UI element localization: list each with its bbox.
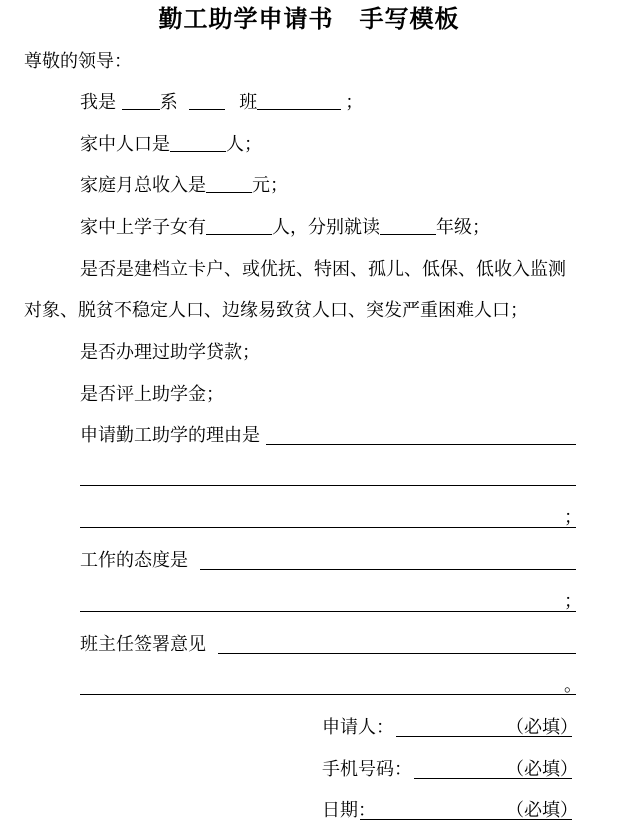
title-main: 勤工助学申请书 <box>158 4 334 33</box>
income-blank[interactable] <box>206 174 252 193</box>
reason-end-mark: ； <box>564 507 582 528</box>
line-income <box>80 174 288 198</box>
line-status-question: 是否是建档立卡户、或优抚、特困、孤儿、低保、低收入监测 <box>80 259 566 280</box>
teacher-opinion-line-1[interactable] <box>218 653 576 654</box>
line-grant-question: 是否评上助学金； <box>80 384 224 405</box>
class-number-blank[interactable] <box>189 91 225 110</box>
title-sub: 手写模板 <box>359 4 460 33</box>
attitude-line-1[interactable] <box>200 569 576 570</box>
line-children <box>80 216 490 240</box>
income-suffix: 元； <box>252 175 288 196</box>
applicant-required-hint: （必填） <box>506 717 578 738</box>
reason-label: 申请勤工助学的理由是 <box>80 425 260 446</box>
household-suffix: 人； <box>226 134 262 155</box>
salutation: 尊敬的领导： <box>24 51 132 72</box>
household-blank[interactable] <box>170 133 226 152</box>
dept-label: 系 <box>159 92 178 113</box>
children-count-blank[interactable] <box>206 216 272 235</box>
teacher-opinion-line-2[interactable] <box>80 694 576 695</box>
income-prefix: 家庭月总收入是 <box>80 175 206 196</box>
line-household <box>80 133 262 157</box>
class-prefix: 我是 <box>80 92 116 113</box>
teacher-end-mark: 。 <box>564 675 582 696</box>
line-loan-question: 是否办理过助学贷款； <box>80 342 260 363</box>
children-prefix: 家中上学子女有 <box>80 217 206 238</box>
reason-line-3[interactable] <box>80 527 576 528</box>
applicant-label: 申请人： <box>322 717 394 738</box>
teacher-opinion-label: 班主任签署意见 <box>80 634 206 655</box>
line-status-question-cont: 对象、脱贫不稳定人口、边缘易致贫人口、突发严重困难人口； <box>24 300 528 321</box>
attitude-end-mark: ； <box>564 591 582 612</box>
children-suffix: 年级； <box>436 217 490 238</box>
phone-label: 手机号码： <box>322 759 412 780</box>
grade-blank[interactable] <box>380 216 436 235</box>
department-blank[interactable] <box>122 91 160 110</box>
date-label: 日期： <box>322 800 376 821</box>
phone-required-hint: （必填） <box>506 759 578 780</box>
reason-line-1[interactable] <box>266 444 576 445</box>
attitude-label: 工作的态度是 <box>80 550 188 571</box>
cls-label: 班 <box>239 92 258 113</box>
line-class-info <box>80 91 363 115</box>
attitude-line-2[interactable] <box>80 611 576 612</box>
children-middle: 人，分别就读 <box>272 217 380 238</box>
date-required-hint: （必填） <box>506 800 578 821</box>
line-1-end: ； <box>345 92 364 113</box>
class-name-blank[interactable] <box>257 91 341 110</box>
reason-line-2[interactable] <box>80 485 576 486</box>
document-title <box>0 2 618 36</box>
household-prefix: 家中人口是 <box>80 134 170 155</box>
